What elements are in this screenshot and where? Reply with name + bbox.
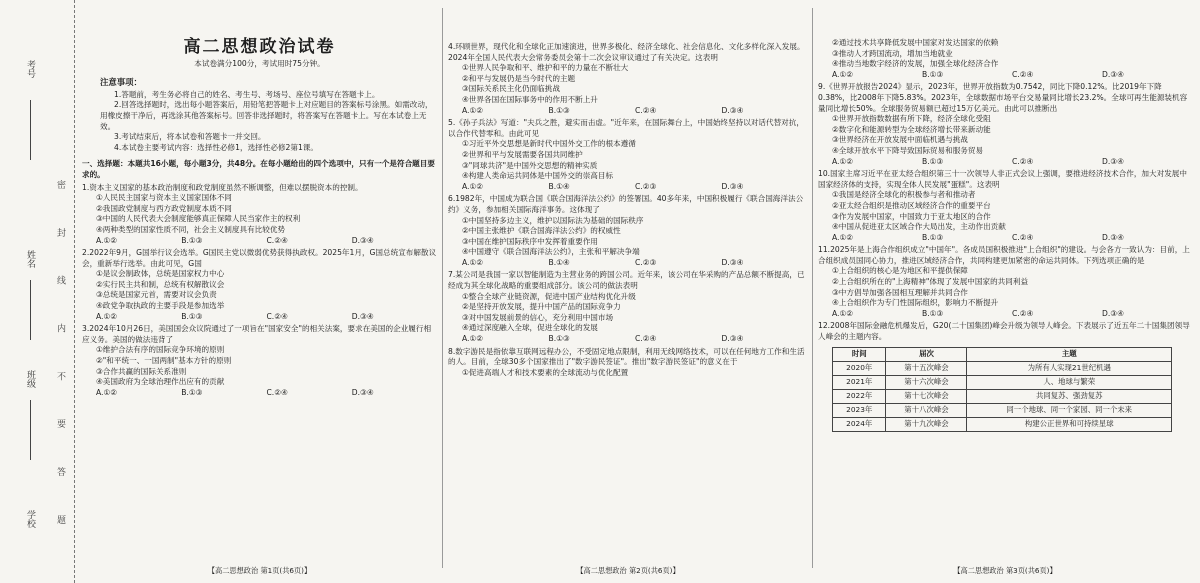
question-stem: 4.环顾世界，现代化和全球化正加速演进，世界多极化、经济全球化、社会信息化、文化多样化深入发展。2024年全国人民代表大会常务委员会第十二次会议审议通过了有关决定。这表明 (448, 42, 805, 62)
question-option: ④构建人类命运共同体是中国外交的崇高目标 (462, 171, 614, 181)
question-option: ①中国坚持多边主义，维护以国际法为基础的国际秩序 (462, 215, 644, 225)
question-option: ②"和平统一、一国两制"基本方针的原则 (96, 356, 232, 366)
answer-choices (462, 106, 808, 117)
question-option: ②和平与发展仍是当今时代的主题 (462, 73, 576, 83)
table-cell: 人、地球与繁荣 (967, 375, 1172, 389)
answer-choice: D.③④ (1102, 308, 1124, 318)
question-option: ③中国的人民代表大会制度能够真正保障人民当家作主的权利 (96, 214, 301, 224)
table-row (833, 389, 1172, 403)
binding-margin (0, 0, 75, 583)
question-stem: 8.数字游民是指依靠互联网远程办公，不受固定地点限制，利用无线网络技术，可以在任何地方工作和生活的人。目前，全球30多个国家推出了"数字游民签证"。推出"数字游民签证"的意义在于 (448, 346, 805, 367)
exam-title: 高二思想政治试卷 (183, 37, 336, 57)
question-8-continued (818, 38, 1192, 80)
question-option: ①世界人民争取和平、维护和平的力量在不断壮大 (462, 63, 629, 73)
question-option: ④美国政府为全球治理作出应有的贡献 (96, 377, 225, 387)
question-option: ②上合组织所在的"上海精神"体现了发展中国家的共同利益 (832, 277, 1029, 287)
question-8 (448, 347, 808, 379)
question-stem: 11.2025年是上海合作组织成立"中国年"。各成员国积极推进"上合组织"的建设。与会各方一致认为：目前，上合组织成员国同心协力，推进区域经济合作，共同构建更加紧密的命运共同体。下列选项正确的是 (818, 245, 1190, 265)
answer-choices (462, 334, 808, 345)
question-stem: 5.《孙子兵法》写道："夫兵之胜，避实而击虚。"近年来，在国际舞台上，中国始终坚持以对话代替对抗，以合作代替零和。由此可见 (448, 118, 804, 138)
question-option: ②实行民主共和制，总统有权解散议会 (96, 279, 225, 289)
question-option: ③世界经济在开放发展中面临机遇与挑战 (832, 135, 968, 145)
answer-choice: B.①③ (548, 105, 570, 115)
answer-choice: B.①③ (922, 69, 944, 79)
question-stem: 12.2008年国际金融危机爆发后，G20(二十国集团)峰会升级为领导人峰会。下表展示了近五年二十国集团领导人峰会的主题内容。 (818, 321, 1190, 342)
table-header-cell: 时间 (833, 347, 886, 361)
question-option: ①整合全球产业链资源，促进中国产业结构优化升级 (462, 291, 636, 301)
question-option: ①上合组织的核心是为地区和平提供保障 (832, 266, 968, 276)
answer-choices (96, 312, 437, 323)
answer-choice: A.①② (462, 334, 484, 344)
answer-choice: B.①③ (922, 232, 944, 242)
note-item: 1.答题前，考生务必将自己的姓名、考生号、考场号、座位号填写在答题卡上。 (114, 89, 380, 99)
table-cell: 2020年 (833, 361, 886, 375)
table-cell: 构建公正世界和可持续星球 (967, 417, 1172, 431)
answer-choice: D.③④ (721, 334, 744, 344)
table-cell: 第十九次峰会 (886, 417, 967, 431)
answer-choice: D.③④ (721, 257, 744, 267)
column-page-1 (82, 0, 437, 583)
answer-choice: A.①② (462, 181, 484, 191)
seal-line-text: 密 封 线 内 不 要 答 题 (55, 180, 65, 543)
answer-choice: B.①③ (922, 308, 944, 318)
answer-choices (462, 182, 808, 193)
answer-choice: B.①③ (548, 334, 570, 344)
table-cell: 为所有人实现21世纪机遇 (967, 361, 1172, 375)
answer-choices (96, 388, 437, 399)
answer-choice: D.③④ (1102, 69, 1124, 79)
question-option: ④世界各国在国际事务中的作用不断上升 (462, 94, 598, 104)
answer-choice: C.②④ (266, 311, 288, 321)
answer-choice: D.③④ (351, 387, 374, 397)
table-cell: 2023年 (833, 403, 886, 417)
column-divider (442, 8, 443, 568)
question-option: ②数字化和能源转型为全球经济增长带来新动能 (832, 124, 991, 134)
answer-choices (462, 258, 808, 269)
table-cell: 第十八次峰会 (886, 403, 967, 417)
answer-choice: B.①④ (548, 257, 570, 267)
answer-choices (832, 309, 1192, 320)
table-header-cell: 届次 (886, 347, 967, 361)
question-option: ③中国在维护国际秩序中发挥着重要作用 (462, 236, 598, 246)
question-option: ③作为发展中国家，中国致力于亚太地区的合作 (832, 211, 991, 221)
question-option: ④推动当地数字经济的发展，加强全球化经济合作 (832, 59, 999, 69)
question-7 (448, 270, 808, 344)
question-option: ①世界开放指数数据有所下降，经济全球化受阻 (832, 114, 991, 124)
notes-heading: 注意事项： (100, 77, 142, 88)
question-option: ①习近平外交思想是新时代中国外交工作的根本遵循 (462, 139, 636, 149)
question-option: ②世界和平与发展需要各国共同维护 (462, 149, 583, 159)
note-item: 4.本试卷主要考试内容：选择性必修1，选择性必修2第1课。 (114, 142, 318, 152)
table-cell: 第十六次峰会 (886, 375, 967, 389)
answer-choice: A.①② (462, 105, 484, 115)
answer-choice: C.②④ (635, 334, 657, 344)
question-stem: 2.2022年9月，G国举行议会选举。G国民主党以微弱优势获得执政权。2025年1月，G国总统宣布解散议会，重新举行选举。由此可见，G国 (82, 248, 437, 268)
answer-choice: A.①② (832, 69, 854, 79)
table-row (833, 417, 1172, 431)
question-option: ④中国遵守《联合国海洋法公约》，主张和平解决争端 (462, 247, 640, 257)
answer-choice: C.②④ (1012, 308, 1034, 318)
answer-choice: C.②④ (266, 235, 288, 245)
answer-choice: A.①② (462, 257, 484, 267)
table-row (833, 375, 1172, 389)
question-option: ①维护合法有序的国际竞争环境的原则 (96, 345, 225, 355)
margin-label-school: 学校 (25, 510, 35, 528)
question-1 (82, 183, 437, 247)
question-option: ②是坚持开放发展，提升中国产品的国际竞争力 (462, 302, 621, 312)
question-option: ②中国主张维护《联合国海洋法公约》的权威性 (462, 226, 621, 236)
note-item: 3.考试结束后，将本试卷和答题卡一并交回。 (114, 132, 266, 142)
answer-choice: C.②③ (635, 181, 657, 191)
answer-choice: A.①② (832, 308, 854, 318)
answer-choice: C.②④ (266, 387, 288, 397)
question-9 (818, 82, 1192, 167)
answer-choice: D.③④ (351, 311, 374, 321)
margin-label-name: 姓名 (25, 250, 35, 268)
question-option: ②我国政党制度与西方政党制度本质不同 (96, 203, 232, 213)
table-cell: 2024年 (833, 417, 886, 431)
answer-choice: D.③④ (1102, 232, 1124, 242)
question-option: ①是议会制政体，总统是国家权力中心 (96, 269, 225, 279)
answer-choice: B.①④ (548, 181, 570, 191)
answer-choice: D.③④ (1102, 156, 1124, 166)
margin-line (30, 100, 31, 160)
exam-meta: 本试卷满分100分，考试用时75分钟。 (194, 58, 325, 68)
page-footer: 【高二思想政治 第3页(共6页)】 (953, 566, 1057, 576)
question-stem: 1.资本主义国家的基本政治制度和政党制度虽然不断调整，但难以摆脱资本的控制。 (82, 182, 363, 192)
page-footer: 【高二思想政治 第1页(共6页)】 (207, 566, 312, 576)
margin-line (30, 400, 31, 460)
answer-choice: B.①③ (181, 387, 203, 397)
answer-choice: C.②④ (635, 105, 657, 115)
column-page-2 (448, 0, 808, 583)
answer-choice: C.②④ (1012, 156, 1034, 166)
question-3 (82, 324, 437, 398)
question-option: ②亚太经合组织是推动区域经济合作的重要平台 (832, 200, 991, 210)
column-page-3 (818, 0, 1192, 583)
table-row (833, 403, 1172, 417)
g20-summit-table (832, 347, 1172, 432)
answer-choice: A.①② (832, 232, 854, 242)
question-option: ③推动人才跨国流动，增加当地就业 (832, 48, 953, 58)
question-5 (448, 118, 808, 192)
question-stem: 3.2024年10月26日，美国国会众议院通过了一项旨在"国家安全"的相关法案，要求在美国的企业履行相应义务。美国的做法违背了 (82, 324, 432, 344)
answer-choice: A.①② (96, 311, 118, 321)
question-stem: 9.《世界开放报告2024》显示，2023年，世界开放指数为0.7542，同比下降0.12%。比2019年下降0.38%，比2008年下降5.83%。2023年，全球数据市场平台交易量同比增长23.2%。全球可再生能源装机容量同比增长50%。全球服务贸易额已超过15万亿美元。由此可以推断出 (818, 82, 1188, 113)
answer-choices (96, 236, 437, 247)
question-option: ④全球开放水平下降导致国际贸易和服务贸易 (832, 145, 984, 155)
answer-choices (832, 70, 1192, 81)
question-stem: 6.1982年，中国成为联合国《联合国海洋法公约》的签署国。40多年来，中国积极履行《联合国海洋法公约》义务，参加相关国际海洋事务。这体现了 (448, 194, 804, 214)
answer-choice: A.①② (96, 235, 118, 245)
page-footer: 【高二思想政治 第2页(共6页)】 (576, 566, 680, 576)
question-option: ④通过深度融入全球，促进全球化的发展 (462, 323, 598, 333)
question-12 (818, 321, 1192, 431)
question-option: ③合作共赢的国际关系准则 (96, 366, 187, 376)
table-cell: 第十五次峰会 (886, 361, 967, 375)
question-option: ②通过技术共享降低发展中国家对发达国家的依赖 (832, 38, 999, 47)
answer-choices (832, 233, 1192, 244)
section-heading: 一、选择题：本题共16小题，每小题3分，共48分。在每小题给出的四个选项中，只有一个是符合题目要求的。 (82, 159, 435, 179)
question-2 (82, 248, 437, 322)
table-cell: 2021年 (833, 375, 886, 389)
table-cell: 共同复苏、强劲复苏 (967, 389, 1172, 403)
answer-choice: A.①② (96, 387, 118, 397)
table-row (833, 361, 1172, 375)
table-header-cell: 主题 (967, 347, 1172, 361)
answer-choices (832, 157, 1192, 168)
answer-choice: B.①③ (181, 235, 203, 245)
table-header-row (833, 347, 1172, 361)
answer-choice: C.②③ (635, 257, 657, 267)
question-6 (448, 194, 808, 268)
answer-choice: B.①③ (181, 311, 203, 321)
question-stem: 7.某公司是我国一家以智能制造为主营业务的跨国公司。近年来，该公司在华采购的产品总额不断提高，已经成为其全球化战略的重要组成部分。该公司的做法表明 (448, 270, 805, 291)
answer-choice: B.①③ (922, 156, 944, 166)
question-option: ③国际关系民主化仍面临挑战 (462, 84, 560, 94)
question-option: ④两种类型的国家性质不同，社会主义制度具有比较优势 (96, 224, 286, 234)
answer-choice: C.②④ (1012, 69, 1034, 79)
table-cell: 同一个地球、同一个家园、同一个未来 (967, 403, 1172, 417)
question-option: ③对中国发展前景的信心，充分利用中国市场 (462, 312, 614, 322)
question-10 (818, 169, 1192, 243)
question-option: ④上合组织作为专门性国际组织，影响力不断提升 (832, 298, 999, 308)
question-stem: 10.国家主席习近平在亚太经合组织第三十一次领导人非正式会议上强调，要推进经济技术合作，加大对发展中国家经济体的支持，实现全体人民发展"蛋糕"。这表明 (818, 169, 1187, 189)
question-option: ④政党争取执政的主要手段是参加选举 (96, 301, 225, 311)
answer-choice: A.①② (832, 156, 854, 166)
answer-choice: C.②④ (1012, 232, 1034, 242)
column-divider (812, 8, 813, 568)
margin-label-exam-number: 考号 (25, 60, 35, 78)
answer-choice: D.③④ (721, 181, 744, 191)
note-item: 2.回答选择题时，选出每小题答案后，用铅笔把答题卡上对应题目的答案标号涂黑。如需改动，用橡皮擦干净后，再选涂其他答案标号。回答非选择题时，将答案写在答题卡上。写在本试卷上无效。 (100, 100, 433, 131)
question-option: ④中国从促进亚太区域合作大局出发，主动作出贡献 (832, 222, 1006, 232)
question-option: ①人民民主国家与资本主义国家国体不同 (96, 193, 232, 203)
question-option: ①我国是经济全球化的积极参与者和推动者 (832, 190, 976, 200)
question-option: ③总统是国家元首，需要对议会负责 (96, 290, 217, 300)
answer-choice: D.③④ (721, 105, 744, 115)
table-cell: 2022年 (833, 389, 886, 403)
margin-line (30, 280, 31, 340)
question-11 (818, 245, 1192, 319)
question-option: ①促进高端人才和技术要素的全球流动与优化配置 (462, 367, 629, 377)
question-option: ③"同球共济"是中国外交思想的精神实质 (462, 160, 598, 170)
table-cell: 第十七次峰会 (886, 389, 967, 403)
question-option: ③中方倡导加强各国相互理解并共同合作 (832, 287, 968, 297)
answer-choice: D.③④ (351, 235, 374, 245)
question-4 (448, 42, 808, 116)
margin-label-class: 班级 (25, 370, 35, 388)
